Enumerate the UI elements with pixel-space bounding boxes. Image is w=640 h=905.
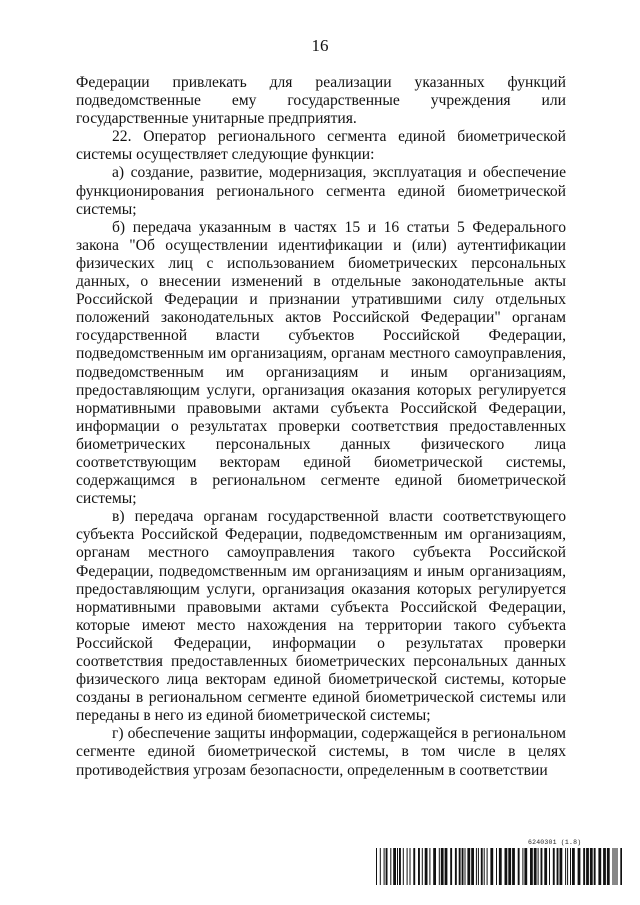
paragraph-subitem-v: в) передача органам государственной власти соответствующего субъекта Российской Федерации, подведомственным им организациям, органам местного самоуправления такого субъекта Российской Федерации, подведомственным им организациям и иным организациям, предоставляющим услуги, организация оказания которых регулируется нормативными правовыми актами субъекта Российской Федерации, которые имеют место нахождения на территории такого субъекта Российской Федерации, информации о результатах проверки соответствия предоставленных биометрических персональных данных физического лица векторам единой биометрической системы, которые созданы в региональном сегменте единой биометрической системы или переданы в него из единой биометрической системы;: [76, 508, 566, 725]
paragraph-subitem-b: б) передача указанным в частях 15 и 16 статьи 5 Федерального закона "Об осуществлении идентификации и (или) аутентификации физических лиц с использованием биометрических персональных данных, о внесении изменений в отдельные законодательные акты Российской Федерации и признании утратившими силу отдельных положений законодательных актов Российской Федерации" органам государственной власти субъектов Российской Федерации, подведомственным им организациям, органам местного самоуправления, подведомственным им организациям и иным организациям, предоставляющим услуги, организация оказания которых регулируется нормативными правовыми актами субъекта Российской Федерации, информации о результатах проверки соответствия предоставленных биометрических персональных данных физического лица соответствующим векторам единой биометрической системы, содержащимся в региональном сегменте единой биометрической системы;: [76, 218, 566, 508]
paragraph-item-22: 22. Оператор регионального сегмента единой биометрической системы осуществляет следующие функции:: [76, 128, 566, 164]
body-text: [76, 74, 566, 780]
paragraph-subitem-a: а) создание, развитие, модернизация, эксплуатация и обеспечение функционирования регионального сегмента единой биометрической системы;: [76, 164, 566, 218]
paragraph-subitem-g: г) обеспечение защиты информации, содержащейся в региональном сегменте единой биометрической системы, в том числе в целях противодействия угрозам безопасности, определенным в соответствии: [76, 725, 566, 779]
document-code: 6240301 (1.8): [528, 839, 582, 846]
paragraph-continuation: Федерации привлекать для реализации указанных функций подведомственные ему государственные учреждения или государственные унитарные предприятия.: [76, 74, 566, 128]
page-number: 16: [311, 36, 329, 55]
barcode-icon: [376, 848, 622, 885]
